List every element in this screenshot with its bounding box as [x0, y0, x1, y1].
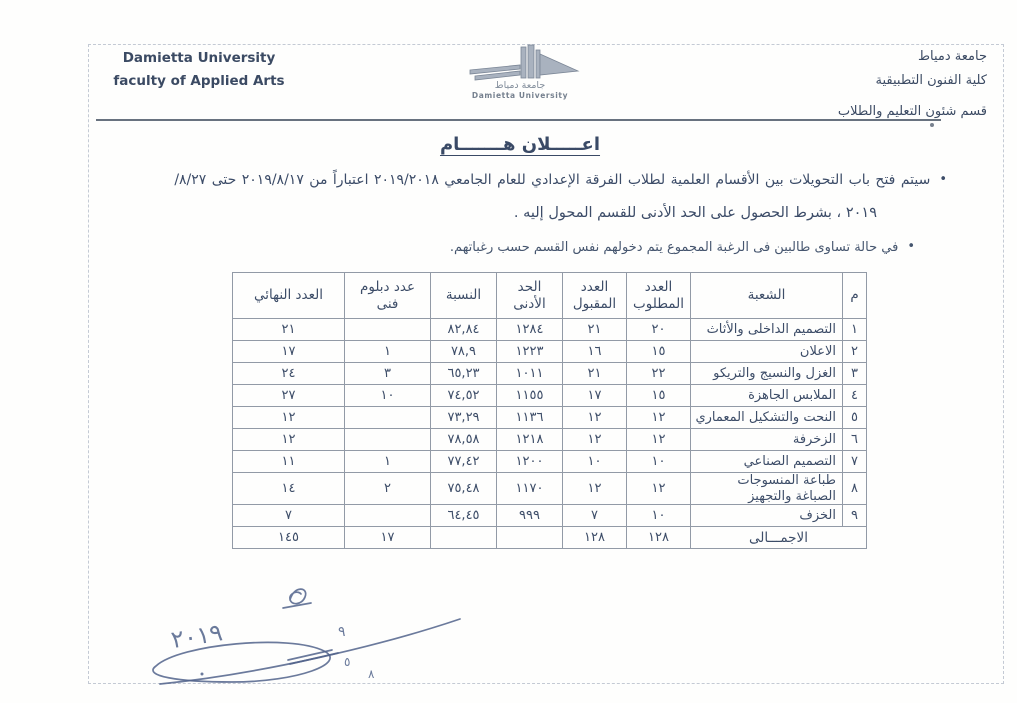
- cell-diploma: [345, 429, 431, 451]
- col-header-diploma: عدد دبلوم فنى: [345, 273, 431, 319]
- faculty-name-arabic: كلية الفنون التطبيقية: [875, 73, 987, 88]
- cell-total-final: ١٤٥: [233, 527, 345, 549]
- cell-accepted: ٢١: [563, 363, 627, 385]
- cell-required: ٢٢: [627, 363, 691, 385]
- cell-final: ١١: [233, 451, 345, 473]
- cell-branch: النحت والتشكيل المعماري: [691, 407, 843, 429]
- cell-min: ١١٣٦: [497, 407, 563, 429]
- cell-accepted: ١٧: [563, 385, 627, 407]
- cell-percentage: ٧٥,٤٨: [431, 473, 497, 505]
- cell-min: ١١٥٥: [497, 385, 563, 407]
- cell-required: ١٥: [627, 385, 691, 407]
- cell-accepted: ٢١: [563, 319, 627, 341]
- table-row: [233, 385, 867, 407]
- cell-branch: الغزل والنسيج والتريكو: [691, 363, 843, 385]
- cell-percentage: ٧٤,٥٢: [431, 385, 497, 407]
- table-row: [233, 363, 867, 385]
- transfers-table: [232, 272, 867, 549]
- table-row: [233, 319, 867, 341]
- cell-total-min: [497, 527, 563, 549]
- bullet-marker: •: [907, 239, 915, 254]
- table-row: [233, 341, 867, 363]
- cell-final: ١٧: [233, 341, 345, 363]
- logo-english-text: Damietta University: [471, 91, 569, 100]
- cell-branch: الاعلان: [691, 341, 843, 363]
- cell-no: ٧: [843, 451, 867, 473]
- cell-no: ٢: [843, 341, 867, 363]
- total-row: [233, 527, 867, 549]
- cell-total-percentage: [431, 527, 497, 549]
- cell-accepted: ١٠: [563, 451, 627, 473]
- cell-accepted: ٧: [563, 505, 627, 527]
- department-name-arabic: قسم شئون التعليم والطلاب: [837, 104, 987, 119]
- cell-total-required: ١٢٨: [627, 527, 691, 549]
- col-header-no: م: [843, 273, 867, 319]
- cell-diploma: ١٠: [345, 385, 431, 407]
- cell-diploma: ٣: [345, 363, 431, 385]
- cell-no: ٣: [843, 363, 867, 385]
- logo-arabic-text: جامعة دمياط: [494, 80, 546, 91]
- cell-total-branch: الاجمـــالى: [691, 527, 867, 549]
- cell-percentage: ٧٨,٥٨: [431, 429, 497, 451]
- cell-diploma: [345, 407, 431, 429]
- table-header-row: [233, 273, 867, 319]
- cell-percentage: ٧٣,٢٩: [431, 407, 497, 429]
- university-logo-icon: [448, 44, 592, 102]
- university-name-english: [104, 47, 294, 93]
- cell-final: ٢٤: [233, 363, 345, 385]
- signature-mark-3: ٨: [368, 667, 375, 681]
- signature-mark-1: ٩: [338, 624, 346, 640]
- university-name-line1: Damietta University: [122, 50, 276, 66]
- cell-required: ١٠: [627, 505, 691, 527]
- col-header-min: الحد الأدنى: [497, 273, 563, 319]
- handwritten-signature: [140, 574, 470, 696]
- cell-branch: التصميم الداخلى والأثاث: [691, 319, 843, 341]
- cell-final: ٧: [233, 505, 345, 527]
- cell-min: ٩٩٩: [497, 505, 563, 527]
- cell-required: ٢٠: [627, 319, 691, 341]
- cell-diploma: [345, 505, 431, 527]
- cell-no: ٦: [843, 429, 867, 451]
- signature-mark-2: ٥: [344, 655, 351, 669]
- table-row: [233, 505, 867, 527]
- bullet-marker: •: [939, 172, 947, 187]
- cell-branch: التصميم الصناعي: [691, 451, 843, 473]
- cell-branch: الزخرفة: [691, 429, 843, 451]
- cell-no: ٥: [843, 407, 867, 429]
- cell-required: ١٥: [627, 341, 691, 363]
- cell-accepted: ١٦: [563, 341, 627, 363]
- signature-year-handwritten: ٢٠١٩: [169, 618, 225, 655]
- cell-no: ٨: [843, 473, 867, 505]
- col-header-required: العدد المطلوب: [627, 273, 691, 319]
- table-body: [233, 319, 867, 549]
- cell-accepted: ١٢: [563, 407, 627, 429]
- university-logo: [448, 44, 592, 102]
- announcement-title: اعـــــلان هـــــــام: [439, 134, 601, 155]
- cell-accepted: ١٢: [563, 473, 627, 505]
- signature-word-scribble: [290, 589, 306, 604]
- table-row: [233, 429, 867, 451]
- university-name-arabic: جامعة دمياط: [918, 49, 987, 64]
- announcement-bullet1-line2: ٢٠١٩ ، بشرط الحصول على الحد الأدنى للقسم المحول إليه .: [513, 205, 877, 221]
- cell-final: ١٢: [233, 407, 345, 429]
- cell-min: ١٢٨٤: [497, 319, 563, 341]
- cell-branch: طباعة المنسوجات الصباغة والتجهيز: [691, 473, 843, 505]
- cell-branch: الملابس الجاهزة: [691, 385, 843, 407]
- cell-branch: الخزف: [691, 505, 843, 527]
- cell-final: ١٤: [233, 473, 345, 505]
- header-divider-line: [96, 119, 941, 121]
- cell-total-accepted: ١٢٨: [563, 527, 627, 549]
- faculty-name-line2: faculty of Applied Arts: [113, 73, 285, 89]
- table-row: [233, 473, 867, 505]
- cell-percentage: ٧٨,٩: [431, 341, 497, 363]
- cell-required: ١٢: [627, 407, 691, 429]
- signature-ink-dot: [201, 673, 204, 676]
- cell-total-diploma: ١٧: [345, 527, 431, 549]
- announcement-bullet1-line1: •سيتم فتح باب التحويلات بين الأقسام العلمية لطلاب الفرقة الإعدادي للعام الجامعي ٢٠١٩/٢٠١٨ اعتباراً من ٢٠١٩/٨/١٧ حتى ٨/٢٧/: [174, 172, 947, 188]
- table-row: [233, 407, 867, 429]
- university-header-arabic: [838, 45, 987, 124]
- col-header-percentage: النسبة: [431, 273, 497, 319]
- cell-required: ١٢: [627, 429, 691, 451]
- cell-required: ١٢: [627, 473, 691, 505]
- cell-final: ٢١: [233, 319, 345, 341]
- cell-required: ١٠: [627, 451, 691, 473]
- cell-min: ١١٧٠: [497, 473, 563, 505]
- cell-percentage: ٨٢,٨٤: [431, 319, 497, 341]
- cell-accepted: ١٢: [563, 429, 627, 451]
- cell-final: ٢٧: [233, 385, 345, 407]
- cell-min: ١٢١٨: [497, 429, 563, 451]
- cell-min: ١٢٠٠: [497, 451, 563, 473]
- cell-diploma: ١: [345, 451, 431, 473]
- table-row: [233, 451, 867, 473]
- col-header-final: العدد النهائي: [233, 273, 345, 319]
- cell-no: ١: [843, 319, 867, 341]
- cell-percentage: ٦٥,٢٣: [431, 363, 497, 385]
- cell-diploma: [345, 319, 431, 341]
- cell-diploma: ٢: [345, 473, 431, 505]
- cell-no: ٩: [843, 505, 867, 527]
- announcement-bullet2: •في حالة تساوى طالبين فى الرغبة المجموع يتم دخولهم نفس القسم حسب رغباتهم.: [449, 239, 915, 255]
- cell-percentage: ٦٤,٤٥: [431, 505, 497, 527]
- cell-diploma: ١: [345, 341, 431, 363]
- cell-min: ١٠١١: [497, 363, 563, 385]
- cell-percentage: ٧٧,٤٢: [431, 451, 497, 473]
- col-header-accepted: العدد المقبول: [563, 273, 627, 319]
- cell-no: ٤: [843, 385, 867, 407]
- cell-final: ١٢: [233, 429, 345, 451]
- cell-min: ١٢٢٣: [497, 341, 563, 363]
- col-header-branch: الشعبة: [691, 273, 843, 319]
